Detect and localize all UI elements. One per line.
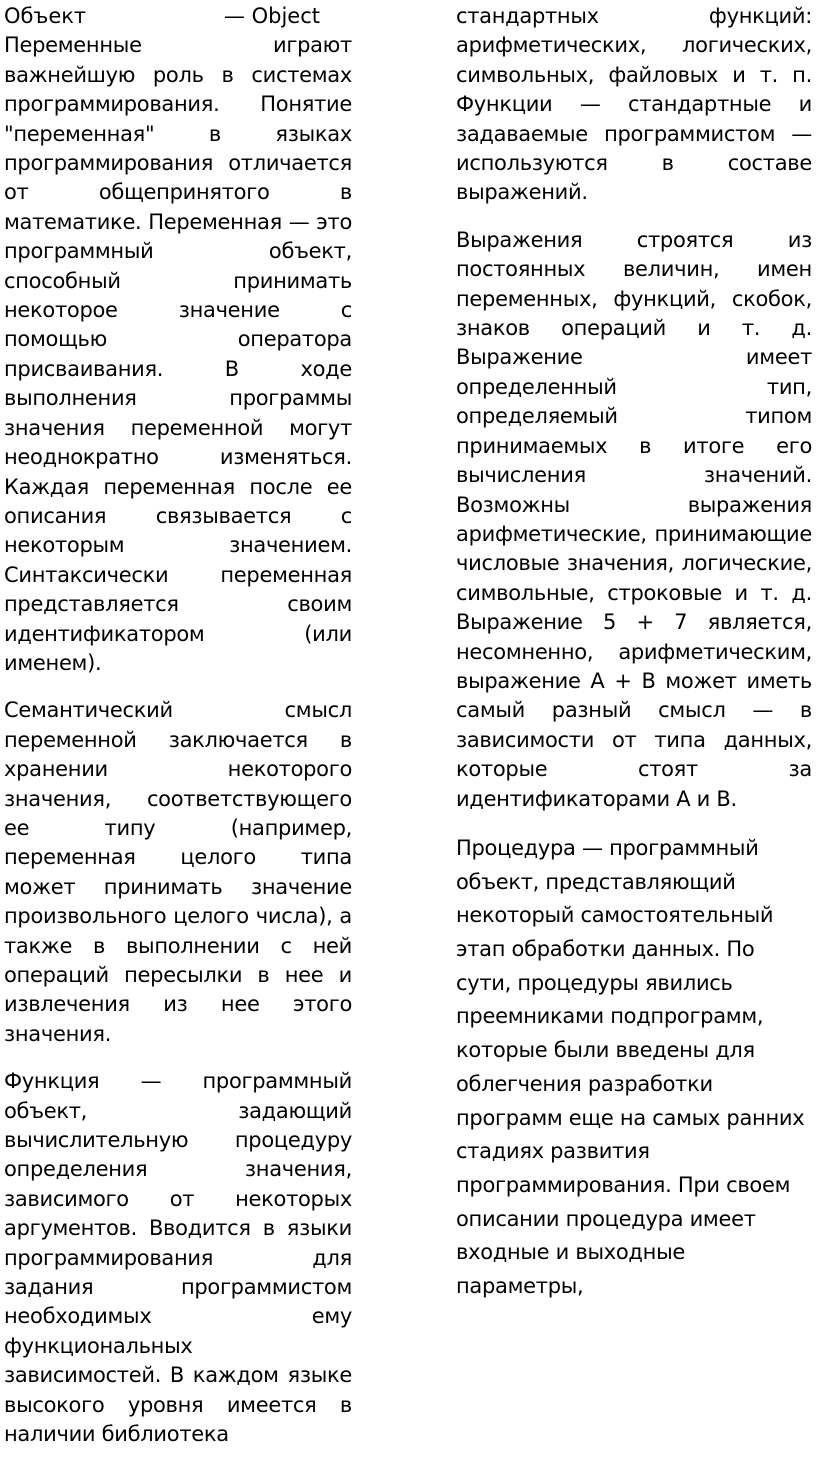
paragraph-procedure: Процедура — программный объект, представляющий некоторый самостоятельный этап обработки данных. По сути, процедуры явились преемниками подпрограмм, которые были введены для облегчения разработки программ еще на самых ранних стадиях развития программирования. При своем описании процедура имеет входные и выходные параметры, bbox=[456, 835, 805, 1299]
left-column bbox=[4, 2, 352, 1468]
paragraph-function: Функция — программный объект, задающий вычислительную процедуру определения значения, зависимого от некоторых аргументов. Вводится в языки программирования для задания программистом необходимых ему функциональных зависимостей. В каждом языке высокого уровня имеется в наличии библиотека bbox=[4, 1069, 352, 1447]
paragraph-variables: Переменные играют важнейшую роль в системах программирования. Понятие "переменная" в языках программирования отличается от общепринятого в математике. Переменная — это программный объект, способный принимать некоторое значение с помощью оператора присваивания. В ходе выполнения программы значения переменной могут неоднократно изменяться. Каждая переменная после ее описания связывается с некоторым значением. Синтаксически переменная представляется своим идентификатором (или именем). bbox=[4, 33, 352, 675]
heading-translation: — Object bbox=[223, 4, 320, 28]
paragraph-expressions: Выражения строятся из постоянных величин, имен переменных, функций, скобок, знаков операций и т. д. Выражение имеет определенный тип, определяемый типом принимаемых в итоге его вычисления значений. Возможны выражения арифметические, принимающие числовые значения, логические, символьные, строковые и т. д. Выражение 5 + 7 является, несомненно, арифметическим, выражение А + В может иметь самый разный смысл — в зависимости от типа данных, которые стоят за идентификаторами А и В. bbox=[456, 227, 812, 811]
heading-line bbox=[4, 2, 320, 31]
paragraph-semantic-meaning: Семантический смысл переменной заключается в хранении некоторого значения, соответствующего ее типу (например, переменная целого типа может принимать значение произвольного целого числа), а также в выполнении с ней операций пересылки в нее и извлечения из нее этого значения. bbox=[4, 698, 352, 1046]
paragraph-standard-functions: стандартных функций: арифметических, логических, символьных, файловых и т. п. Функции — стандартные и задаваемые программистом — используются в составе выражений. bbox=[456, 4, 812, 205]
heading-term: Объект bbox=[4, 4, 87, 28]
right-column bbox=[456, 2, 812, 1322]
